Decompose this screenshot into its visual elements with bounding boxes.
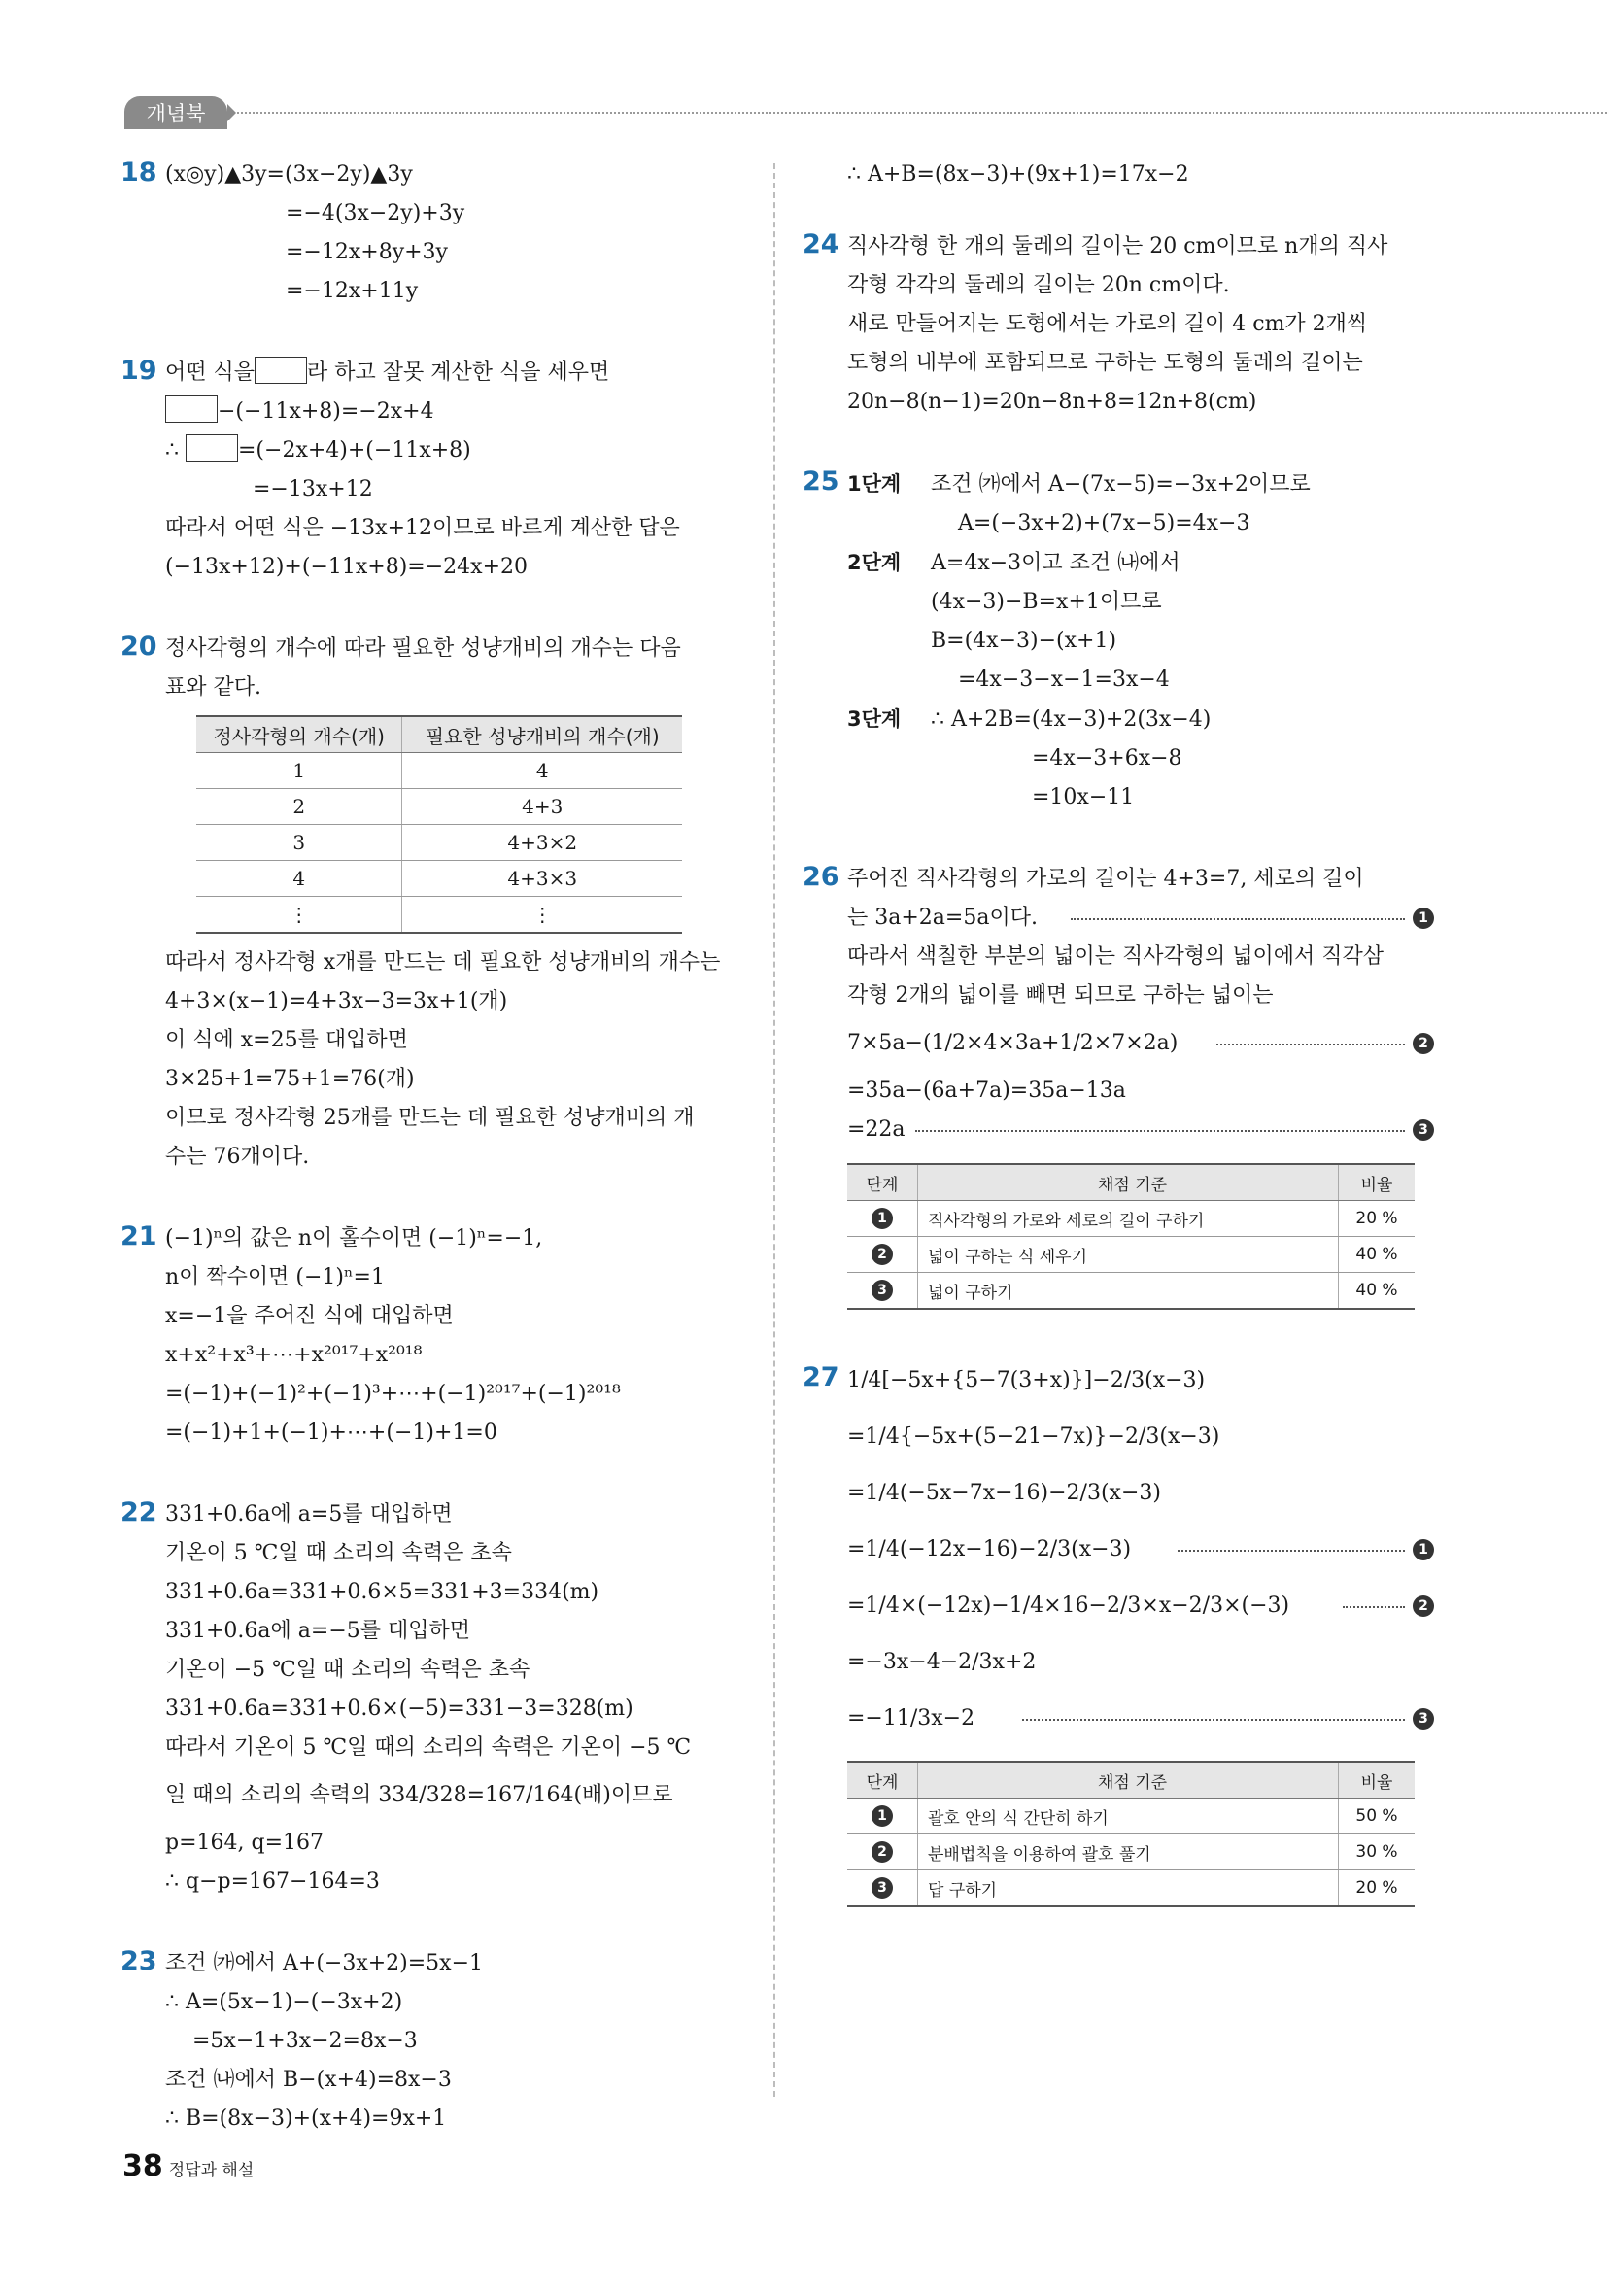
solution-line: 기온이 5 ℃일 때 소리의 속력은 초속 [165,1541,512,1565]
matchstick-table [196,715,682,934]
section-tag: 개념북 [124,96,227,129]
table-row [196,753,682,789]
solution-line: 따라서 정사각형 x개를 만드는 데 필요한 성냥개비의 개수는 [165,950,721,975]
table-row [196,789,682,825]
table-row [847,1834,1415,1870]
solution-line: =−3x−4−2/3x+2 [847,1650,1037,1674]
solution-line: n이 짝수이면 (−1)ⁿ=1 [165,1265,385,1289]
table-header: 단계 [847,1762,918,1799]
solution-line: 4+3×(x−1)=4+3x−3=3x+1(개) [165,989,508,1013]
problem-number: 24 [803,229,839,259]
solution-line: ∴ B=(8x−3)+(x+4)=9x+1 [165,2107,447,2131]
text-segment: −(−11x+8)=−2x+4 [218,399,434,424]
table-header: 채점 기준 [918,1762,1339,1799]
table-cell: 20 % [1339,1870,1416,1907]
problem-number: 25 [803,466,839,497]
solution-line: 정사각형의 개수에 따라 필요한 성냥개비의 개수는 다음 [165,636,681,661]
text-segment: A=4x−3이고 조건 ㈏에서 [931,551,1180,575]
step-marker-3: 3 [1413,1708,1434,1730]
text-segment: 7×5a−(1/2×4×3a+1/2×7×2a) [847,1031,1179,1055]
solution-line: (x◎y)▲3y=(3x−2y)▲3y [165,162,413,187]
step-marker-1: 1 [872,1805,893,1827]
solution-line: ∴ A=(5x−1)−(−3x+2) [165,1990,403,2014]
table-row [847,1870,1415,1907]
problem-number: 19 [120,356,157,386]
left-column [120,155,742,2181]
table-cell: 30 % [1339,1834,1416,1870]
solution-line: p=164, q=167 [165,1831,325,1855]
solution-line: 기온이 −5 ℃일 때 소리의 속력은 초속 [165,1658,530,1682]
table-cell: 20 % [1339,1201,1416,1237]
problem-22 [120,1495,742,1902]
therefore-symbol: ∴ [165,438,179,463]
solution-line: 331+0.6a=331+0.6×(−5)=331−3=328(m) [165,1696,633,1721]
table-header: 단계 [847,1164,918,1201]
solution-line [847,1015,1434,1072]
grading-table [847,1163,1415,1310]
dotted-leader [1022,1719,1405,1721]
table-cell: 4+3 [402,789,682,825]
solution-line: ∴ A+B=(8x−3)+(9x+1)=17x−2 [847,162,1189,187]
table-header-row [196,716,682,753]
solution-line: 20n−8(n−1)=20n−8n+8=12n+8(cm) [847,390,1257,414]
solution-line: (−1)ⁿ의 값은 n이 홀수이면 (−1)ⁿ=−1, [165,1226,543,1251]
solution-line [847,1522,1434,1578]
solution-line: 331+0.6a에 a=−5를 대입하면 [165,1619,471,1643]
table-cell: 4 [402,753,682,789]
table-cell: 40 % [1339,1273,1416,1310]
solution-line: 1/4[−5x+{5−7(3+x)}]−2/3(x−3) [847,1368,1206,1392]
step-marker-1: 1 [1413,908,1434,929]
solution-line: =4x−3+6x−8 [1032,746,1182,771]
table-row [847,1273,1415,1310]
table-row [847,1799,1415,1834]
solution-line: 직사각형 한 개의 둘레의 길이는 20 cm이므로 n개의 직사 [847,234,1388,258]
text-segment: =(−2x+4)+(−11x+8) [238,438,471,463]
problem-23-continued [803,155,1434,194]
page-number: 38 [122,2149,163,2183]
table-header-row [847,1762,1415,1799]
blank-box [186,434,238,462]
table-cell: 넓이 구하는 식 세우기 [918,1237,1339,1273]
table-cell: 1 [196,753,402,789]
step-marker-2: 2 [1413,1033,1434,1054]
problem-number: 21 [120,1221,157,1251]
solution-line: B=(4x−3)−(x+1) [931,629,1117,653]
table-row [847,1201,1415,1237]
solution-line: 이므로 정사각형 25개를 만드는 데 필요한 성냥개비의 개 [165,1106,695,1130]
table-row [196,861,682,897]
solution-line [165,393,742,431]
table-cell [847,1834,918,1870]
blank-box [165,395,218,423]
problem-19 [120,354,742,587]
dotted-leader [1216,1044,1405,1045]
table-cell [847,1237,918,1273]
solution-line: 일 때의 소리의 속력의 334/328=167/164(배)이므로 [165,1783,673,1807]
solution-line: 표와 같다. [165,675,261,700]
problem-27 [803,1353,1434,1907]
solution-line: =−13x+12 [253,477,373,501]
problem-26 [803,860,1434,1310]
solution-line [847,464,1434,504]
table-cell: 40 % [1339,1237,1416,1273]
table-header: 필요한 성냥개비의 개수(개) [402,716,682,753]
problem-25 [803,464,1434,817]
table-row [847,1237,1415,1273]
solution-line: =4x−3−x−1=3x−4 [958,668,1170,692]
problem-18 [120,155,742,311]
problem-24 [803,227,1434,422]
solution-line [847,899,1434,938]
text-segment: =22a [847,1117,906,1142]
text-segment: =1/4×(−12x)−1/4×16−2/3×x−2/3×(−3) [847,1593,1290,1618]
column-divider [773,163,775,2097]
table-cell [847,1870,918,1907]
solution-line: 각형 각각의 둘레의 길이는 20n cm이다. [847,273,1230,297]
table-cell: 괄호 안의 식 간단히 하기 [918,1799,1339,1834]
problem-20 [120,630,742,1177]
grading-table [847,1761,1415,1907]
step-marker-3: 3 [1413,1119,1434,1141]
solution-line: =(−1)+(−1)²+(−1)³+⋯+(−1)²⁰¹⁷+(−1)²⁰¹⁸ [165,1382,621,1406]
problem-number: 20 [120,632,157,662]
solution-line: x=−1을 주어진 식에 대입하면 [165,1304,454,1328]
solution-line: 따라서 기온이 5 ℃일 때의 소리의 속력은 기온이 −5 ℃ [165,1735,692,1760]
solution-line [847,543,1434,583]
problem-21 [120,1219,742,1453]
table-cell: ⋮ [402,897,682,934]
problem-number: 27 [803,1362,839,1392]
solution-line [847,700,1434,739]
table-cell: 4+3×2 [402,825,682,861]
solution-line: (−13x+12)+(−11x+8)=−24x+20 [165,555,528,579]
step-marker-1: 1 [1413,1539,1434,1560]
solution-line [847,1578,1434,1634]
table-cell: 3 [196,825,402,861]
table-header: 채점 기준 [918,1164,1339,1201]
table-cell: 넓이 구하기 [918,1273,1339,1310]
text-segment: =1/4(−12x−16)−2/3(x−3) [847,1537,1132,1561]
solution-line: =35a−(6a+7a)=35a−13a [847,1079,1126,1103]
text-segment: 라 하고 잘못 계산한 식을 세우면 [307,360,610,385]
solution-line: 따라서 어떤 식은 −13x+12이므로 바르게 계산한 답은 [165,516,680,540]
solution-line: =10x−11 [1032,785,1135,809]
table-cell: 2 [196,789,402,825]
solution-line: 따라서 색칠한 부분의 넓이는 직사각형의 넓이에서 직각삼 [847,944,1385,969]
solution-line: 새로 만들어지는 도형에서는 가로의 길이 4 cm가 2개씩 [847,312,1368,336]
step-label: 1단계 [847,472,902,496]
table-header: 정사각형의 개수(개) [196,716,402,753]
table-row [196,897,682,934]
dotted-leader [1343,1606,1405,1608]
step-marker-2: 2 [1413,1595,1434,1617]
solution-line: 조건 ㈎에서 A+(−3x+2)=5x−1 [165,1951,484,1975]
table-cell: 분배법칙을 이용하여 괄호 풀기 [918,1834,1339,1870]
header-dotted-rule [237,112,1607,114]
solution-line: 이 식에 x=25를 대입하면 [165,1028,408,1052]
dotted-leader [915,1130,1405,1132]
solution-line: ∴ q−p=167−164=3 [165,1869,380,1894]
dotted-leader [1178,1550,1405,1552]
text-segment: 조건 ㈎에서 A−(7x−5)=−3x+2이므로 [931,472,1311,497]
table-row [196,825,682,861]
solution-line: 3×25+1=75+1=76(개) [165,1067,415,1091]
table-cell: 답 구하기 [918,1870,1339,1907]
solution-line: =5x−1+3x−2=8x−3 [192,2029,418,2053]
solution-line: A=(−3x+2)+(7x−5)=4x−3 [958,511,1250,535]
table-cell: ⋮ [196,897,402,934]
solution-line [165,354,742,393]
table-cell: 직사각형의 가로와 세로의 길이 구하기 [918,1201,1339,1237]
text-segment: 어떤 식을 [165,360,256,385]
table-cell [847,1799,918,1834]
solution-line: =−12x+11y [286,279,419,303]
table-header: 비율 [1339,1164,1416,1201]
solution-line: 도형의 내부에 포함되므로 구하는 도형의 둘레의 길이는 [847,351,1363,375]
step-marker-1: 1 [872,1208,893,1229]
solution-line: 331+0.6a에 a=5를 대입하면 [165,1502,453,1526]
table-cell: 50 % [1339,1799,1416,1834]
solution-line: x+x²+x³+⋯+x²⁰¹⁷+x²⁰¹⁸ [165,1343,423,1367]
dotted-leader [1071,918,1405,920]
solution-line: 각형 2개의 넓이를 빼면 되므로 구하는 넓이는 [847,983,1274,1008]
text-segment: ∴ A+2B=(4x−3)+2(3x−4) [931,707,1212,732]
problem-23 [120,1944,742,2139]
solution-line [847,1111,1434,1149]
step-marker-2: 2 [872,1841,893,1863]
step-marker-3: 3 [872,1877,893,1899]
solution-line: 331+0.6a=331+0.6×5=331+3=334(m) [165,1580,599,1604]
table-cell: 4+3×3 [402,861,682,897]
solution-line: (4x−3)−B=x+1이므로 [931,590,1162,614]
problem-number: 18 [120,157,157,188]
step-label: 3단계 [847,707,902,731]
table-cell [847,1201,918,1237]
step-marker-3: 3 [872,1280,893,1301]
solution-line: =1/4(−5x−7x−16)−2/3(x−3) [847,1481,1161,1505]
blank-box [255,357,307,384]
solution-line [165,431,742,470]
problem-number: 22 [120,1497,157,1527]
problem-number: 23 [120,1946,157,1976]
solution-line: =−4(3x−2y)+3y [286,201,465,225]
text-segment: 는 3a+2a=5a이다. [847,906,1038,930]
footer-title: 정답과 해설 [168,2161,255,2180]
solution-line: =−12x+8y+3y [286,240,448,264]
solution-line [847,1691,1434,1747]
right-column [803,155,1434,1950]
table-header: 비율 [1339,1762,1416,1799]
page-footer [122,2149,254,2183]
solution-line: 수는 76개이다. [165,1145,310,1169]
solution-line: 조건 ㈏에서 B−(x+4)=8x−3 [165,2068,452,2092]
table-header-row [847,1164,1415,1201]
solution-line: 주어진 직사각형의 가로의 길이는 4+3=7, 세로의 길이 [847,867,1364,891]
solution-line: =(−1)+1+(−1)+⋯+(−1)+1=0 [165,1421,497,1445]
table-cell: 4 [196,861,402,897]
table-cell [847,1273,918,1310]
solution-line: =1/4{−5x+(5−21−7x)}−2/3(x−3) [847,1424,1220,1449]
problem-number: 26 [803,862,839,892]
step-label: 2단계 [847,551,902,574]
text-segment: =−11/3x−2 [847,1706,975,1731]
step-marker-2: 2 [872,1244,893,1265]
section-tag-arrow [227,104,236,121]
